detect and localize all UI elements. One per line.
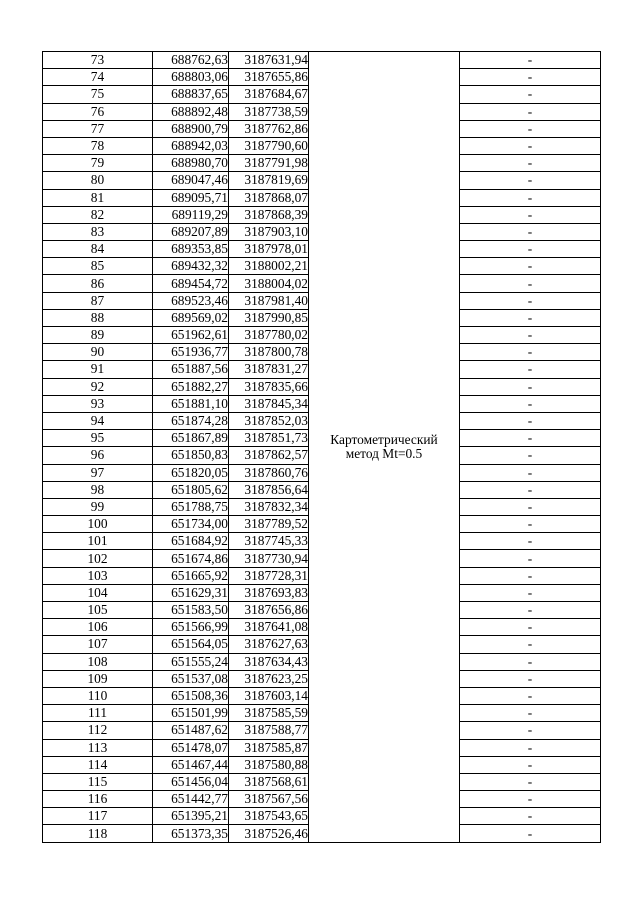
x-coordinate-cell: 651373,35 [153, 825, 229, 842]
x-coordinate-cell: 651467,44 [153, 756, 229, 773]
x-coordinate-cell: 651487,62 [153, 722, 229, 739]
y-coordinate-cell: 3187603,14 [229, 687, 309, 704]
x-coordinate-cell: 689095,71 [153, 189, 229, 206]
y-coordinate-cell: 3187693,83 [229, 584, 309, 601]
point-number-cell: 76 [43, 103, 153, 120]
note-cell: - [460, 722, 601, 739]
coordinates-table-body [43, 52, 601, 843]
note-cell: - [460, 241, 601, 258]
y-coordinate-cell: 3187789,52 [229, 516, 309, 533]
point-number-cell: 88 [43, 309, 153, 326]
note-cell: - [460, 378, 601, 395]
note-cell: - [460, 602, 601, 619]
y-coordinate-cell: 3187580,88 [229, 756, 309, 773]
note-cell: - [460, 258, 601, 275]
y-coordinate-cell: 3187634,43 [229, 653, 309, 670]
point-number-cell: 103 [43, 567, 153, 584]
note-cell: - [460, 395, 601, 412]
y-coordinate-cell: 3187631,94 [229, 52, 309, 69]
note-cell: - [460, 653, 601, 670]
x-coordinate-cell: 651501,99 [153, 705, 229, 722]
x-coordinate-cell: 651684,92 [153, 533, 229, 550]
point-number-cell: 111 [43, 705, 153, 722]
x-coordinate-cell: 651820,05 [153, 464, 229, 481]
note-cell: - [460, 825, 601, 842]
point-number-cell: 101 [43, 533, 153, 550]
table-row [43, 52, 601, 69]
note-cell: - [460, 430, 601, 447]
x-coordinate-cell: 651537,08 [153, 670, 229, 687]
note-cell: - [460, 412, 601, 429]
y-coordinate-cell: 3187845,34 [229, 395, 309, 412]
y-coordinate-cell: 3187832,34 [229, 498, 309, 515]
point-number-cell: 96 [43, 447, 153, 464]
y-coordinate-cell: 3187656,86 [229, 602, 309, 619]
y-coordinate-cell: 3187641,08 [229, 619, 309, 636]
point-number-cell: 106 [43, 619, 153, 636]
x-coordinate-cell: 689119,29 [153, 206, 229, 223]
note-cell: - [460, 223, 601, 240]
point-number-cell: 85 [43, 258, 153, 275]
point-number-cell: 100 [43, 516, 153, 533]
point-number-cell: 117 [43, 808, 153, 825]
note-cell: - [460, 705, 601, 722]
x-coordinate-cell: 689523,46 [153, 292, 229, 309]
y-coordinate-cell: 3187585,87 [229, 739, 309, 756]
x-coordinate-cell: 651882,27 [153, 378, 229, 395]
point-number-cell: 90 [43, 344, 153, 361]
note-cell: - [460, 619, 601, 636]
point-number-cell: 104 [43, 584, 153, 601]
x-coordinate-cell: 689569,02 [153, 309, 229, 326]
note-cell: - [460, 533, 601, 550]
x-coordinate-cell: 689207,89 [153, 223, 229, 240]
y-coordinate-cell: 3187852,03 [229, 412, 309, 429]
x-coordinate-cell: 688762,63 [153, 52, 229, 69]
y-coordinate-cell: 3187990,85 [229, 309, 309, 326]
note-cell: - [460, 69, 601, 86]
point-number-cell: 77 [43, 120, 153, 137]
y-coordinate-cell: 3187728,31 [229, 567, 309, 584]
point-number-cell: 95 [43, 430, 153, 447]
y-coordinate-cell: 3187567,56 [229, 791, 309, 808]
y-coordinate-cell: 3187791,98 [229, 155, 309, 172]
method-line-2: метод Mt=0.5 [345, 445, 423, 461]
x-coordinate-cell: 688980,70 [153, 155, 229, 172]
y-coordinate-cell: 3187762,86 [229, 120, 309, 137]
x-coordinate-cell: 651936,77 [153, 344, 229, 361]
x-coordinate-cell: 651881,10 [153, 395, 229, 412]
point-number-cell: 97 [43, 464, 153, 481]
point-number-cell: 79 [43, 155, 153, 172]
y-coordinate-cell: 3187543,65 [229, 808, 309, 825]
x-coordinate-cell: 651478,07 [153, 739, 229, 756]
point-number-cell: 84 [43, 241, 153, 258]
note-cell: - [460, 137, 601, 154]
point-number-cell: 93 [43, 395, 153, 412]
point-number-cell: 73 [43, 52, 153, 69]
point-number-cell: 115 [43, 773, 153, 790]
y-coordinate-cell: 3187568,61 [229, 773, 309, 790]
note-cell: - [460, 155, 601, 172]
y-coordinate-cell: 3187780,02 [229, 327, 309, 344]
x-coordinate-cell: 651887,56 [153, 361, 229, 378]
x-coordinate-cell: 651456,04 [153, 773, 229, 790]
x-coordinate-cell: 651629,31 [153, 584, 229, 601]
x-coordinate-cell: 689454,72 [153, 275, 229, 292]
point-number-cell: 78 [43, 137, 153, 154]
point-number-cell: 98 [43, 481, 153, 498]
x-coordinate-cell: 651674,86 [153, 550, 229, 567]
x-coordinate-cell: 651734,00 [153, 516, 229, 533]
note-cell: - [460, 550, 601, 567]
x-coordinate-cell: 688900,79 [153, 120, 229, 137]
x-coordinate-cell: 651788,75 [153, 498, 229, 515]
point-number-cell: 91 [43, 361, 153, 378]
y-coordinate-cell: 3187738,59 [229, 103, 309, 120]
note-cell: - [460, 636, 601, 653]
point-number-cell: 75 [43, 86, 153, 103]
x-coordinate-cell: 651874,28 [153, 412, 229, 429]
point-number-cell: 94 [43, 412, 153, 429]
y-coordinate-cell: 3187835,66 [229, 378, 309, 395]
point-number-cell: 92 [43, 378, 153, 395]
point-number-cell: 112 [43, 722, 153, 739]
y-coordinate-cell: 3187655,86 [229, 69, 309, 86]
x-coordinate-cell: 688803,06 [153, 69, 229, 86]
note-cell: - [460, 344, 601, 361]
y-coordinate-cell: 3187730,94 [229, 550, 309, 567]
y-coordinate-cell: 3187684,67 [229, 86, 309, 103]
note-cell: - [460, 275, 601, 292]
y-coordinate-cell: 3187868,07 [229, 189, 309, 206]
y-coordinate-cell: 3187819,69 [229, 172, 309, 189]
note-cell: - [460, 773, 601, 790]
point-number-cell: 108 [43, 653, 153, 670]
point-number-cell: 105 [43, 602, 153, 619]
x-coordinate-cell: 651583,50 [153, 602, 229, 619]
x-coordinate-cell: 651805,62 [153, 481, 229, 498]
point-number-cell: 110 [43, 687, 153, 704]
x-coordinate-cell: 651564,05 [153, 636, 229, 653]
note-cell: - [460, 756, 601, 773]
x-coordinate-cell: 651395,21 [153, 808, 229, 825]
note-cell: - [460, 86, 601, 103]
point-number-cell: 83 [43, 223, 153, 240]
point-number-cell: 107 [43, 636, 153, 653]
note-cell: - [460, 206, 601, 223]
y-coordinate-cell: 3187627,63 [229, 636, 309, 653]
note-cell: - [460, 498, 601, 515]
x-coordinate-cell: 651566,99 [153, 619, 229, 636]
coordinates-table [42, 51, 601, 843]
note-cell: - [460, 120, 601, 137]
x-coordinate-cell: 651665,92 [153, 567, 229, 584]
y-coordinate-cell: 3187868,39 [229, 206, 309, 223]
method-cell [309, 52, 460, 843]
note-cell: - [460, 447, 601, 464]
point-number-cell: 82 [43, 206, 153, 223]
y-coordinate-cell: 3187800,78 [229, 344, 309, 361]
note-cell: - [460, 52, 601, 69]
y-coordinate-cell: 3187978,01 [229, 241, 309, 258]
point-number-cell: 80 [43, 172, 153, 189]
y-coordinate-cell: 3187585,59 [229, 705, 309, 722]
note-cell: - [460, 808, 601, 825]
x-coordinate-cell: 688942,03 [153, 137, 229, 154]
y-coordinate-cell: 3188004,02 [229, 275, 309, 292]
point-number-cell: 99 [43, 498, 153, 515]
note-cell: - [460, 739, 601, 756]
x-coordinate-cell: 651442,77 [153, 791, 229, 808]
point-number-cell: 114 [43, 756, 153, 773]
note-cell: - [460, 567, 601, 584]
y-coordinate-cell: 3187981,40 [229, 292, 309, 309]
note-cell: - [460, 791, 601, 808]
note-cell: - [460, 327, 601, 344]
x-coordinate-cell: 651555,24 [153, 653, 229, 670]
note-cell: - [460, 292, 601, 309]
y-coordinate-cell: 3187851,73 [229, 430, 309, 447]
x-coordinate-cell: 651508,36 [153, 687, 229, 704]
note-cell: - [460, 309, 601, 326]
point-number-cell: 116 [43, 791, 153, 808]
note-cell: - [460, 687, 601, 704]
x-coordinate-cell: 688837,65 [153, 86, 229, 103]
point-number-cell: 89 [43, 327, 153, 344]
point-number-cell: 109 [43, 670, 153, 687]
point-number-cell: 118 [43, 825, 153, 842]
x-coordinate-cell: 689432,32 [153, 258, 229, 275]
note-cell: - [460, 361, 601, 378]
note-cell: - [460, 189, 601, 206]
x-coordinate-cell: 651867,89 [153, 430, 229, 447]
note-cell: - [460, 516, 601, 533]
point-number-cell: 87 [43, 292, 153, 309]
point-number-cell: 113 [43, 739, 153, 756]
y-coordinate-cell: 3187860,76 [229, 464, 309, 481]
x-coordinate-cell: 651962,61 [153, 327, 229, 344]
x-coordinate-cell: 689047,46 [153, 172, 229, 189]
y-coordinate-cell: 3187831,27 [229, 361, 309, 378]
y-coordinate-cell: 3188002,21 [229, 258, 309, 275]
x-coordinate-cell: 689353,85 [153, 241, 229, 258]
point-number-cell: 81 [43, 189, 153, 206]
point-number-cell: 74 [43, 69, 153, 86]
note-cell: - [460, 464, 601, 481]
y-coordinate-cell: 3187623,25 [229, 670, 309, 687]
y-coordinate-cell: 3187526,46 [229, 825, 309, 842]
note-cell: - [460, 103, 601, 120]
note-cell: - [460, 670, 601, 687]
x-coordinate-cell: 688892,48 [153, 103, 229, 120]
note-cell: - [460, 172, 601, 189]
method-line-1: Картометрический [330, 431, 438, 447]
point-number-cell: 86 [43, 275, 153, 292]
note-cell: - [460, 481, 601, 498]
y-coordinate-cell: 3187790,60 [229, 137, 309, 154]
y-coordinate-cell: 3187745,33 [229, 533, 309, 550]
y-coordinate-cell: 3187856,64 [229, 481, 309, 498]
x-coordinate-cell: 651850,83 [153, 447, 229, 464]
y-coordinate-cell: 3187862,57 [229, 447, 309, 464]
point-number-cell: 102 [43, 550, 153, 567]
y-coordinate-cell: 3187903,10 [229, 223, 309, 240]
note-cell: - [460, 584, 601, 601]
y-coordinate-cell: 3187588,77 [229, 722, 309, 739]
